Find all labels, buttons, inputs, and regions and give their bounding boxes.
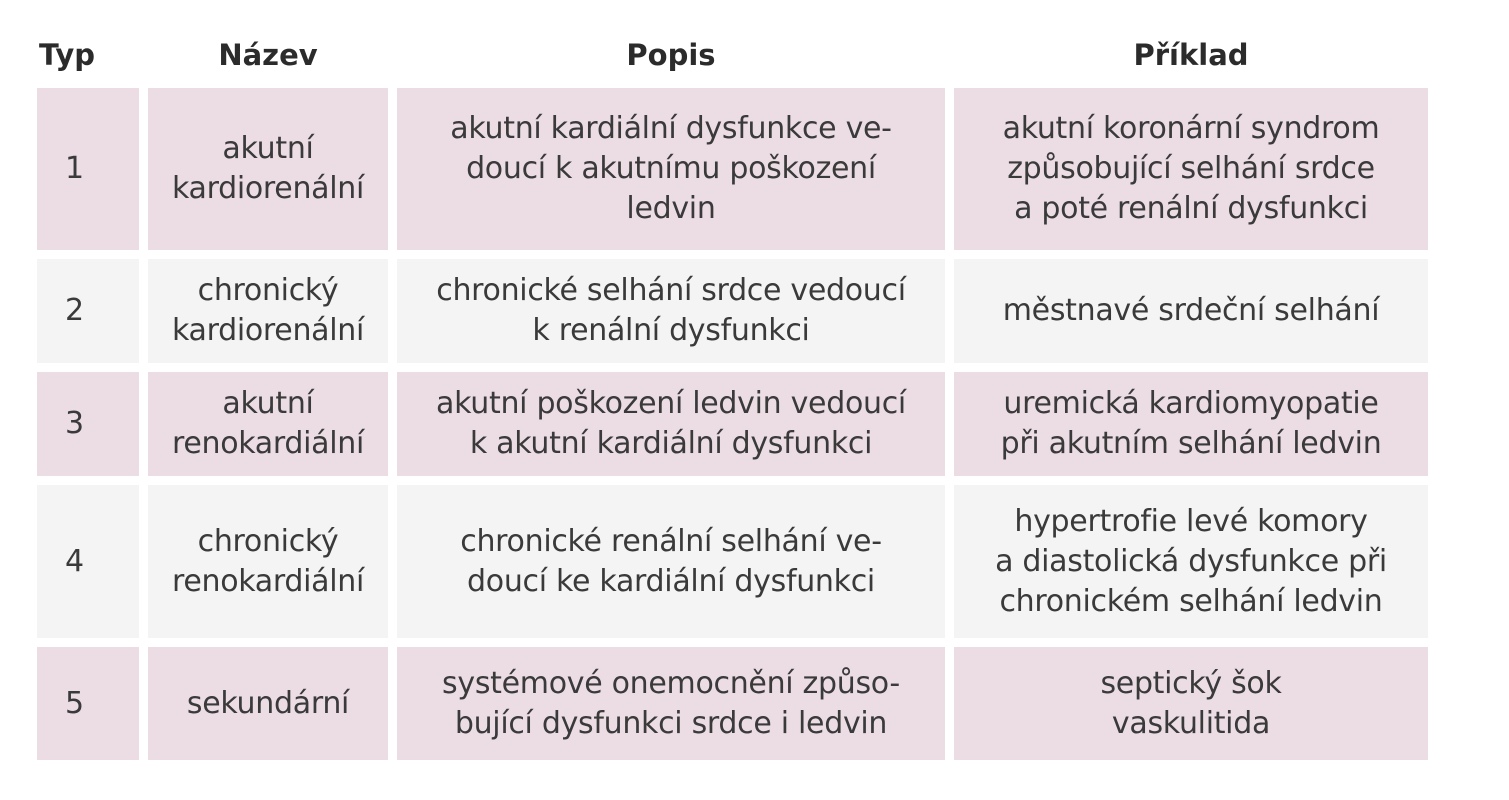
cell-line: městnavé srdeční selhání (1002, 293, 1380, 328)
cell-popis (397, 647, 945, 760)
header-priklad: Příklad (954, 31, 1428, 79)
cell-typ: 5 (37, 647, 139, 760)
cell-line: akutní kardiální dysfunkce ve- (450, 111, 892, 146)
cell-line: chronický (197, 523, 339, 559)
cell-line: při akutním selhání ledvin (1000, 426, 1382, 461)
cell-line: akutní koronární syndrom (1002, 111, 1380, 146)
cell-priklad (954, 259, 1428, 363)
cell-priklad (954, 485, 1428, 638)
table-row (37, 372, 1428, 476)
cell-line: renokardiální (171, 563, 365, 599)
cell-popis (397, 259, 945, 363)
cell-popis (397, 372, 945, 476)
cell-line: uremická kardiomyopatie (1003, 386, 1379, 421)
cell-nazev (148, 259, 388, 363)
table-row (37, 647, 1428, 760)
cell-line: systémové onemocnění způso- (442, 665, 900, 701)
cell-typ: 1 (37, 88, 139, 250)
cell-line: chronický (197, 273, 339, 308)
cell-line: septický šok (1100, 665, 1282, 701)
cell-line: sekundární (186, 685, 350, 721)
cell-line: doucí k akutnímu poškození (466, 151, 876, 186)
cell-nazev (148, 485, 388, 638)
cell-line: k renální dysfunkci (532, 313, 810, 348)
table-row (37, 259, 1428, 363)
cell-line: chronickém selhání ledvin (999, 583, 1383, 619)
cell-nazev (148, 88, 388, 250)
cell-typ: 3 (37, 372, 139, 476)
cell-line: chronické renální selhání ve- (460, 523, 882, 559)
header-popis: Popis (397, 31, 945, 79)
cell-line: kardiorenální (171, 313, 365, 348)
cell-line: způsobující selhání srdce (1007, 151, 1375, 186)
cell-line: akutní poškození ledvin vedoucí (436, 386, 906, 421)
cell-line: ledvin (626, 191, 716, 226)
cell-line: akutní (222, 386, 314, 421)
cell-line: doucí ke kardiální dysfunkci (467, 563, 875, 599)
cell-typ: 2 (37, 259, 139, 363)
cell-line: a diastolická dysfunkce při (995, 543, 1387, 579)
cell-typ: 4 (37, 485, 139, 638)
cell-priklad (954, 647, 1428, 760)
cell-line: hypertrofie levé komory (1014, 503, 1368, 539)
cell-nazev (148, 647, 388, 760)
cell-line: kardiorenální (171, 171, 365, 206)
cell-line: akutní (222, 131, 314, 166)
table-header-row (37, 31, 1428, 79)
cell-popis (397, 485, 945, 638)
cell-line: chronické selhání srdce vedoucí (436, 273, 906, 308)
cell-line: renokardiální (171, 426, 365, 461)
cardiorenal-types-table (28, 22, 1437, 769)
header-nazev: Název (148, 31, 388, 79)
cell-priklad (954, 372, 1428, 476)
table-row (37, 88, 1428, 250)
cell-line: bující dysfunkci srdce i ledvin (454, 705, 888, 741)
cell-priklad (954, 88, 1428, 250)
header-typ: Typ (37, 31, 139, 79)
cell-line: vaskulitida (1111, 705, 1271, 741)
cell-line: k akutní kardiální dysfunkci (469, 426, 873, 461)
cell-popis (397, 88, 945, 250)
table-row (37, 485, 1428, 638)
cell-nazev (148, 372, 388, 476)
cell-line: a poté renální dysfunkci (1014, 191, 1368, 226)
